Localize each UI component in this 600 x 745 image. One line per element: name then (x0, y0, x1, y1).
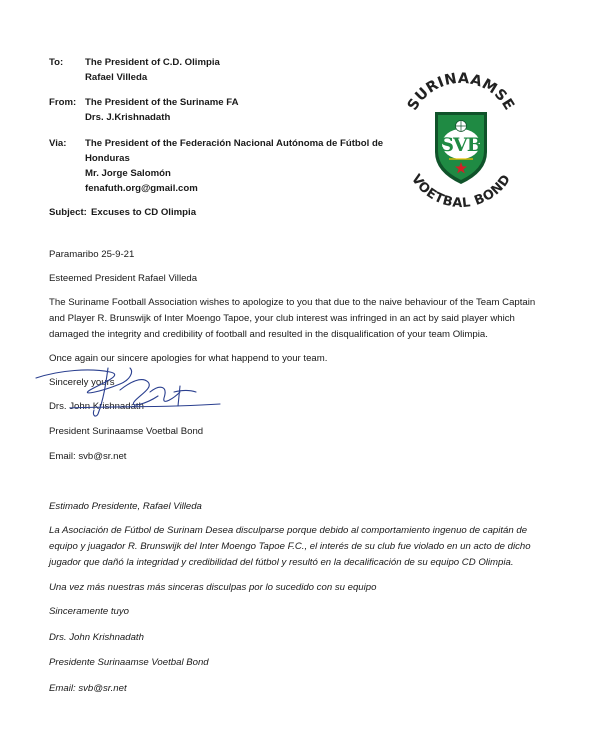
email-en: Email: svb@sr.net (49, 451, 127, 462)
signer-en: Drs. John Krishnadath (49, 401, 144, 412)
apology-en: Once again our sincere apologies for what happend to your team. (49, 353, 328, 364)
to-label: To: (49, 57, 64, 68)
logo-top-text: SURINAAMSE (404, 72, 518, 114)
svb-logo (396, 72, 526, 212)
paragraph-es-line-2: equipo y juagador R. Brunswijk del Inter Moengo Tapoe F.C., el interés de su club fue violado en un acto de dicho (49, 540, 531, 552)
subject-label: Subject: (49, 207, 87, 218)
salutation-es: Estimado Presidente, Rafael Villeda (49, 501, 202, 512)
to-line-2: Rafael Villeda (85, 72, 148, 83)
via-line-1: The President of the Federación Nacional Autónoma de Fútbol de (85, 138, 384, 149)
via-label: Via: (49, 138, 67, 149)
email-es: Email: svb@sr.net (49, 683, 127, 694)
paragraph-en-line-2: and Player R. Brunswijk of Inter Moengo Tapoe, your club interest was infringed in an act by said player which (49, 312, 515, 324)
signer-es: Drs. John Krishnadath (49, 632, 144, 643)
paragraph-en-line-3: damaged the integrity and credibility of football and resulted in the disqualification of your team Olimpia. (49, 328, 488, 340)
title-es: Presidente Surinaamse Voetbal Bond (49, 657, 209, 668)
subject-value: Excuses to CD Olimpia (91, 207, 197, 218)
via-line-3: Mr. Jorge Salomón (85, 168, 171, 179)
shield-icon (435, 112, 487, 184)
closing-en: Sincerely yours (49, 377, 115, 388)
via-line-4: fenafuth.org@gmail.com (85, 183, 198, 194)
logo-bottom-text: VOETBAL BOND (407, 171, 515, 212)
paragraph-es (49, 523, 531, 570)
subject-block (49, 207, 197, 218)
date-line: Paramaribo 25-9-21 (49, 249, 135, 260)
to-line-1: The President of C.D. Olimpia (85, 57, 220, 68)
from-label: From: (49, 97, 77, 108)
paragraph-es-line-1: La Asociación de Fútbol de Surinam Desea disculparse porque debido al comportamiento ingenuo de capitán de (49, 525, 528, 536)
paragraph-en (49, 295, 535, 342)
closing-es: Sinceramente tuyo (49, 606, 129, 617)
from-line-2: Drs. J.Krishnadath (85, 112, 171, 123)
salutation-en: Esteemed President Rafael Villeda (49, 273, 198, 284)
from-line-1: The President of the Suriname FA (85, 97, 239, 108)
paragraph-en-line-1: The Suriname Football Association wishes to apologize to you that due to the naive behaviour of the Team Captain (49, 297, 536, 308)
handwritten-signature (30, 362, 250, 422)
paragraph-es-line-3: jugador que dañó la integridad y credibilidad del fútbol y resultó en la decalificación de su equipo CD Olimpia. (49, 556, 514, 568)
logo-monogram: SVB (440, 134, 482, 156)
via-line-2: Honduras (85, 153, 130, 164)
apology-es: Una vez más nuestras más sinceras disculpas por lo sucedido con su equipo (49, 582, 377, 593)
title-en: President Surinaamse Voetbal Bond (49, 426, 204, 437)
